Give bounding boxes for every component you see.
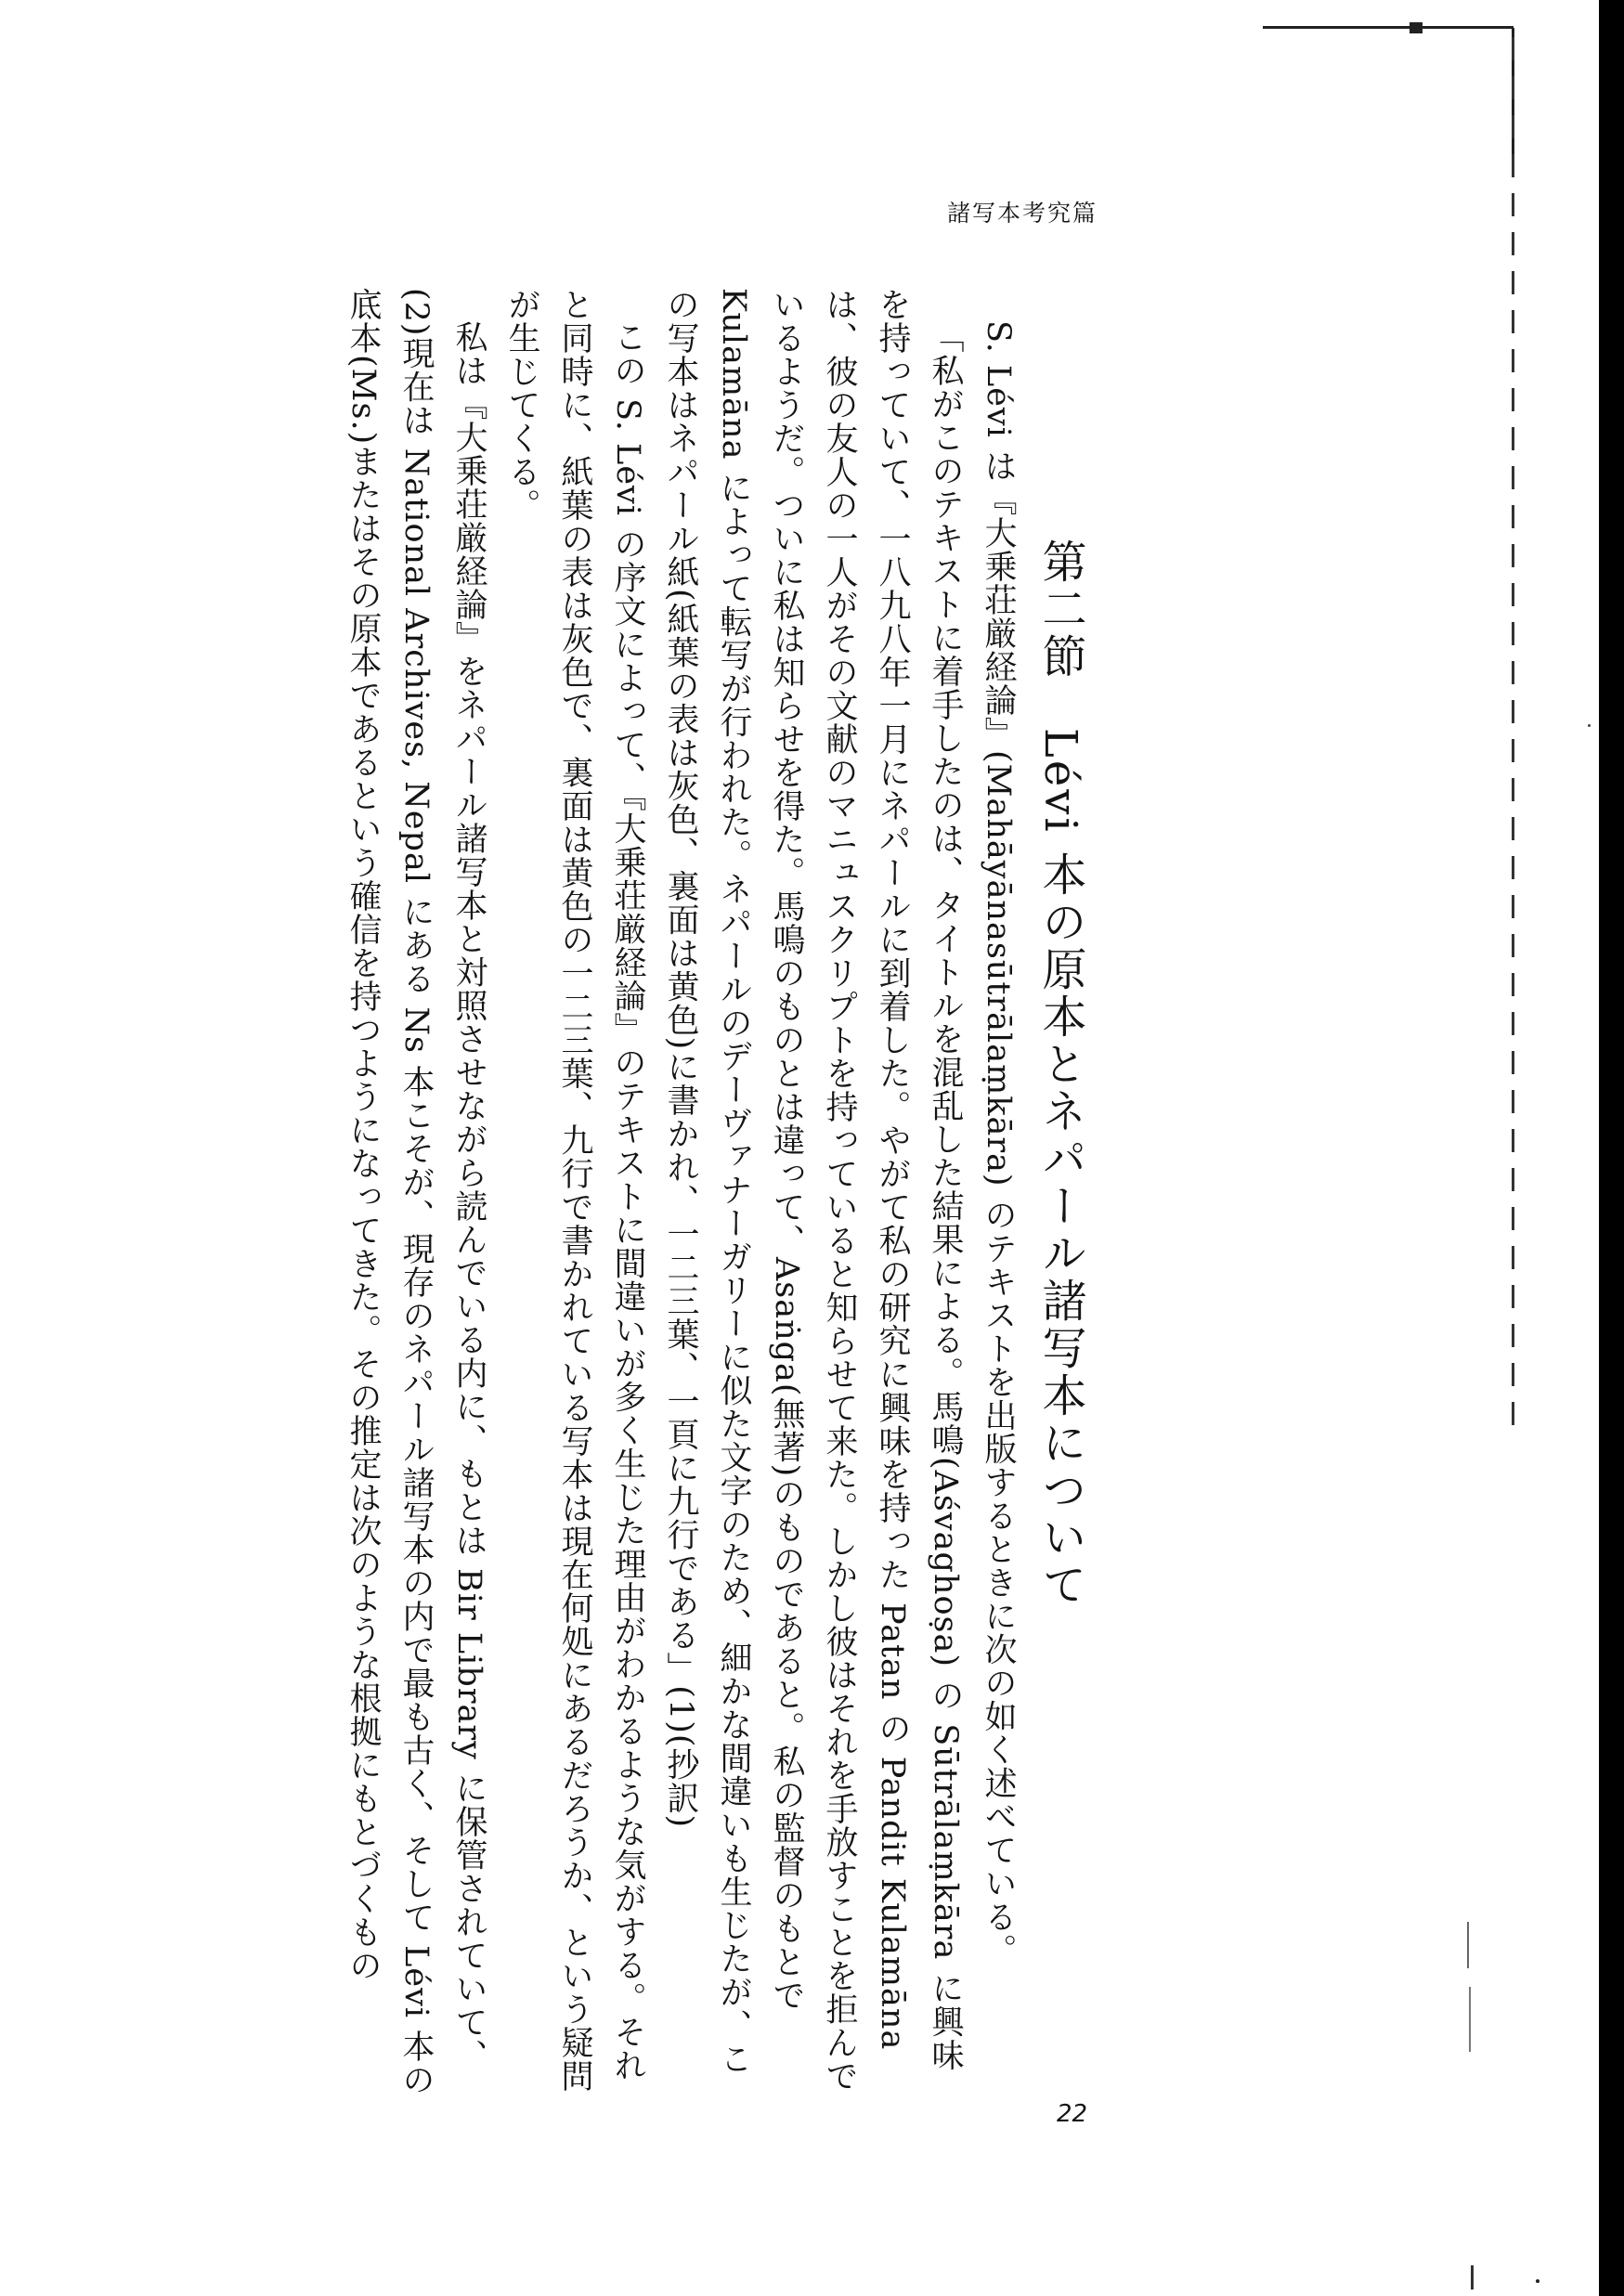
running-header: 諸写本考究篇 (947, 200, 1098, 227)
scan-border-bar (1599, 0, 1624, 2296)
paragraph: S. Lévi は『大乗荘厳経論』(Mahāyānasūtrālaṃkāra) のテキストを出版するときに次の如く述べている。 (980, 320, 1017, 1967)
paragraph: この S. Lévi の序文によって、『大乗荘厳経論』のテキストに間違いが多く生じた理由がわかるような気がする。それと同時に、紙葉の表は灰色で、裏面は黄色の一二三葉、九行で書かれている写本は現在何処にあるだろうか、という疑問が生じてくる。 (503, 288, 646, 2093)
scan-edge-mark (1469, 1987, 1471, 2052)
top-rule (1263, 26, 1514, 29)
paragraph: 「私がこのテキストに着手したのは、タイトルを混乱した結果による。馬鳴(Aśvaghoṣa) の Sūtrālaṃkāra に興味を持っていて、一八九八年一月にネパールに到着した。やがて私の研究に興味を持った Patan の Pandit Kulamāna は、彼の友人の一人がその文献のマニュスクリプトを持っていると知らせて来た。しかし彼はそれを手放すことを拒んでいるようだ。ついに私は知らせを得た。馬鳴のものとは違って、Asaṅga(無著)のものであると。私の監督のもとで Kulamāna によって転写が行われた。ネパールのデーヴァナーガリーに似た文字のため、細かな間違いも生じたが、この写本はネパール紙(紙葉の表は灰色、裏面は黄色)に書かれ、一二三葉、一頁に九行である」(1)(抄訳) (662, 288, 964, 2093)
scan-edge-mark (1471, 2265, 1474, 2290)
top-rule-mark (1410, 22, 1423, 33)
section-title: 第二節 Lévi 本の原本とネパール諸写本について (1034, 538, 1086, 1610)
scan-edge-dashes (1512, 37, 1514, 1430)
body-text (336, 288, 1024, 2098)
paragraph: 私は『大乗荘厳経論』をネパール諸写本と対照させながら読んでいる内に、もとは Bir Library に保管されていて、(2)現在は National Archives, Nepal にある Ns 本こそが、現存のネパール諸写本の内で最も古く、そして Lévi 本の底本(Ms.)またはその原本であるという確信を持つようになってきた。その推定は次のような根拠にもとづくもの (344, 288, 487, 2097)
scan-edge-mark (1467, 1922, 1469, 1968)
scan-speck (1588, 724, 1591, 727)
page-number: 22 (1057, 2100, 1088, 2128)
scan-speck (1536, 2279, 1540, 2283)
